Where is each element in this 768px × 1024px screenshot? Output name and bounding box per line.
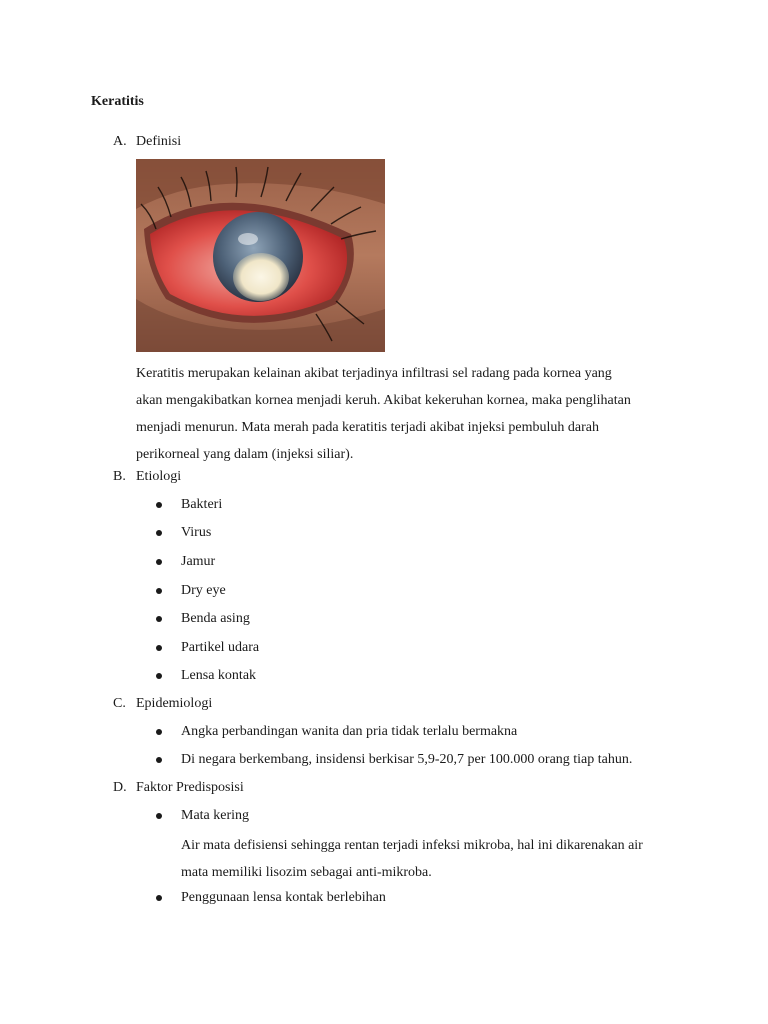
list-item: Di negara berkembang, insidensi berkisar 5,9-20,7 per 100.000 orang tiap tahun. xyxy=(181,752,633,767)
list-item: Jamur xyxy=(181,554,216,569)
paragraph-line: menjadi menurun. Mata merah pada keratitis terjadi akibat injeksi pembuluh darah xyxy=(136,420,600,435)
list-item: Dry eye xyxy=(181,583,226,598)
document-title: Keratitis xyxy=(91,94,144,109)
list-item: Angka perbandingan wanita dan pria tidak terlalu bermakna xyxy=(181,724,518,739)
paragraph-line: perikorneal yang dalam (injeksi siliar). xyxy=(136,447,354,462)
definition-paragraph xyxy=(136,360,696,468)
list-item: Benda asing xyxy=(181,611,250,626)
list-item: Virus xyxy=(181,525,212,540)
section-b-label: Etiologi xyxy=(136,469,182,484)
section-b-letter: B. xyxy=(113,469,126,484)
detail-line: Air mata defisiensi sehingga rentan terjadi infeksi mikroba, hal ini dikarenakan air xyxy=(181,838,643,853)
section-a-letter: A. xyxy=(113,134,127,149)
section-d-letter: D. xyxy=(113,780,127,795)
section-d-label: Faktor Predisposisi xyxy=(136,780,244,795)
list-item: Penggunaan lensa kontak berlebihan xyxy=(181,890,386,905)
bullet-icon xyxy=(156,645,162,651)
bullet-icon xyxy=(156,502,162,508)
list-item: Bakteri xyxy=(181,497,223,512)
section-a-label: Definisi xyxy=(136,134,182,149)
bullet-icon xyxy=(156,530,162,536)
bullet-icon xyxy=(156,588,162,594)
detail-line: mata memiliki lisozim sebagai anti-mikroba. xyxy=(181,865,432,880)
bullet-icon xyxy=(156,729,162,735)
list-item: Mata kering xyxy=(181,808,250,823)
paragraph-line: Keratitis merupakan kelainan akibat terjadinya infiltrasi sel radang pada kornea yang xyxy=(136,366,612,381)
list-item: Partikel udara xyxy=(181,640,260,655)
bullet-icon xyxy=(156,757,162,763)
bullet-icon xyxy=(156,559,162,565)
bullet-icon xyxy=(156,616,162,622)
bullet-icon xyxy=(156,673,162,679)
paragraph-line: akan mengakibatkan kornea menjadi keruh. Akibat kekeruhan kornea, maka penglihatan xyxy=(136,393,631,408)
section-c-label: Epidemiologi xyxy=(136,696,213,711)
list-item: Lensa kontak xyxy=(181,668,257,683)
bullet-icon xyxy=(156,813,162,819)
section-c-letter: C. xyxy=(113,696,126,711)
bullet-icon xyxy=(156,895,162,901)
keratitis-eye-photo xyxy=(136,159,385,352)
list-item-detail xyxy=(181,832,643,886)
